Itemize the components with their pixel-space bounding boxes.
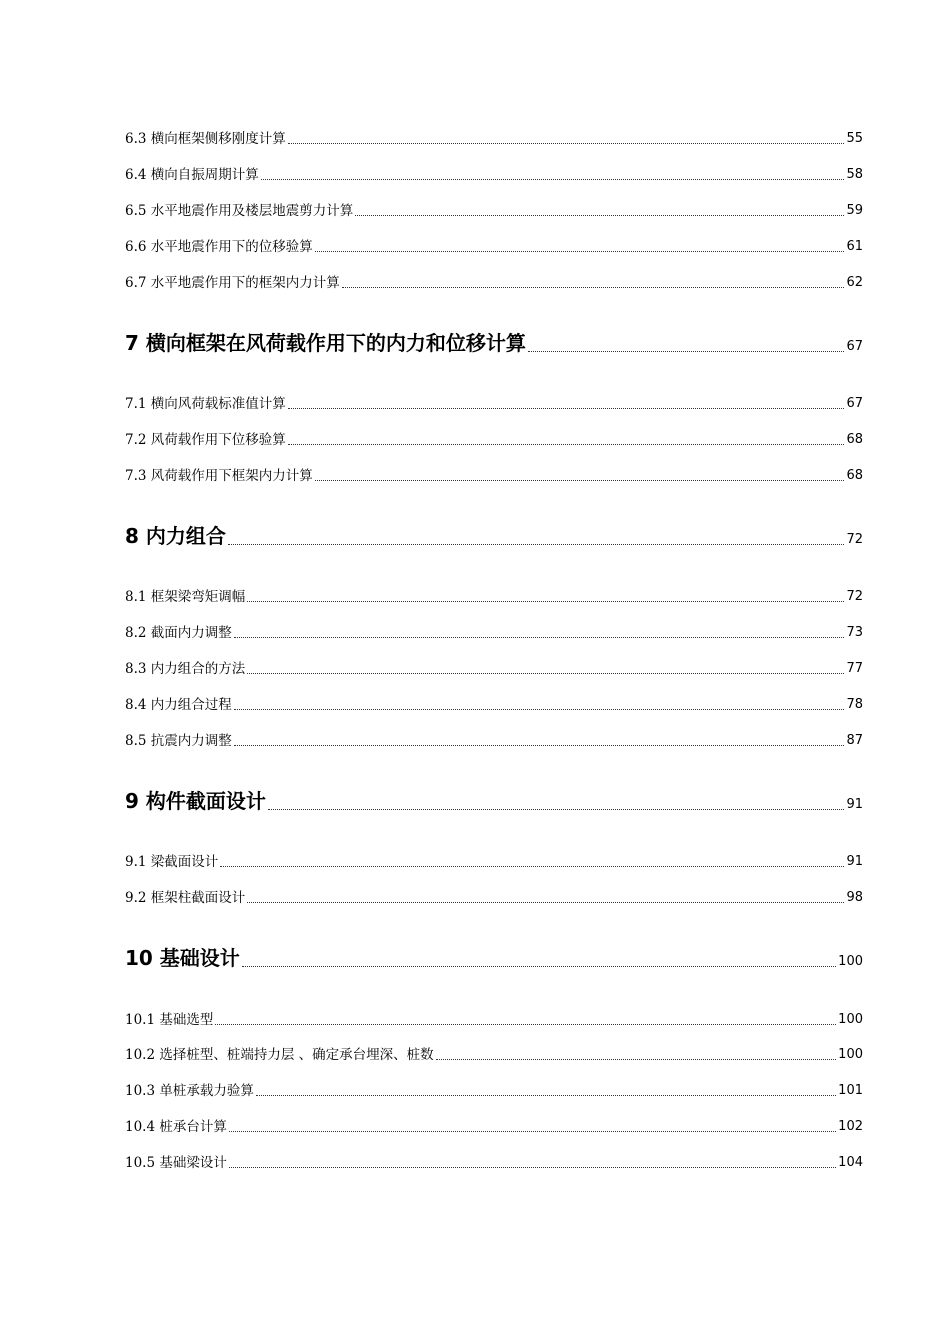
dot-leader [242, 966, 836, 967]
toc-entry-title: 6.7 水平地震作用下的框架内力计算 [125, 275, 340, 291]
dot-leader [215, 1024, 836, 1025]
toc-entry-title: 9.1 梁截面设计 [125, 854, 219, 870]
toc-entry-8-4[interactable] [125, 696, 863, 714]
dot-leader [256, 1095, 836, 1096]
dot-leader [247, 902, 844, 903]
toc-chapter-7[interactable] [125, 330, 863, 356]
toc-entry-6-7[interactable] [125, 274, 863, 292]
toc-entry-6-5[interactable] [125, 202, 863, 220]
dot-leader [229, 1131, 836, 1132]
toc-entry-8-2[interactable] [125, 624, 863, 642]
toc-entry-title: 8.4 内力组合过程 [125, 697, 232, 713]
toc-entry-page: 68 [846, 432, 863, 447]
toc-entry-title: 8.1 框架梁弯矩调幅 [125, 589, 246, 605]
toc-entry-10-1[interactable] [125, 1011, 863, 1029]
toc-entry-title: 8.3 内力组合的方法 [125, 661, 246, 677]
toc-entry-page: 100 [838, 1047, 863, 1062]
toc-entry-page: 59 [846, 203, 863, 218]
toc-entry-page: 91 [846, 854, 863, 869]
toc-entry-title: 10.5 基础梁设计 [125, 1155, 227, 1171]
dot-leader [342, 287, 845, 288]
toc-entry-title: 7.2 风荷载作用下位移验算 [125, 432, 286, 448]
toc-entry-page: 102 [838, 1119, 863, 1134]
toc-chapter-9[interactable] [125, 788, 863, 814]
toc-entry-6-4[interactable] [125, 166, 863, 184]
toc-entry-title: 10.4 桩承台计算 [125, 1119, 227, 1135]
dot-leader [220, 866, 844, 867]
toc-entry-9-1[interactable] [125, 853, 863, 871]
toc-chapter-title: 7 横向框架在风荷载作用下的内力和位移计算 [125, 331, 526, 355]
toc-entry-page: 98 [846, 890, 863, 905]
toc-entry-7-2[interactable] [125, 431, 863, 449]
toc-entry-8-5[interactable] [125, 732, 863, 750]
toc-entry-title: 7.1 横向风荷载标准值计算 [125, 396, 286, 412]
dot-leader [234, 745, 845, 746]
toc-chapter-8[interactable] [125, 523, 863, 549]
toc-entry-page: 100 [838, 1012, 863, 1027]
dot-leader [288, 444, 845, 445]
dot-leader [261, 179, 845, 180]
dot-leader [234, 637, 845, 638]
toc-entry-10-3[interactable] [125, 1082, 863, 1100]
toc-entry-9-2[interactable] [125, 889, 863, 907]
dot-leader [355, 215, 844, 216]
toc-entry-6-6[interactable] [125, 238, 863, 256]
toc-entry-8-3[interactable] [125, 660, 863, 678]
toc-chapter-page: 91 [846, 797, 863, 812]
toc-entry-title: 10.2 选择桩型、桩端持力层 、确定承台埋深、桩数 [125, 1047, 434, 1063]
toc-entry-page: 67 [846, 396, 863, 411]
toc-entry-page: 78 [846, 697, 863, 712]
dot-leader [436, 1059, 837, 1060]
toc-entry-page: 68 [846, 468, 863, 483]
toc-entry-title: 6.5 水平地震作用及楼层地震剪力计算 [125, 203, 354, 219]
toc-entry-title: 8.5 抗震内力调整 [125, 733, 232, 749]
toc-entry-page: 55 [846, 131, 863, 146]
toc-entry-10-2[interactable] [125, 1046, 863, 1064]
toc-entry-8-1[interactable] [125, 588, 863, 606]
dot-leader [288, 408, 845, 409]
toc-entry-10-4[interactable] [125, 1118, 863, 1136]
toc-entry-title: 10.3 单桩承载力验算 [125, 1083, 254, 1099]
toc-chapter-page: 100 [838, 954, 863, 969]
toc-chapter-title: 10 基础设计 [125, 946, 240, 970]
dot-leader [229, 1167, 836, 1168]
toc-chapter-10[interactable] [125, 945, 863, 971]
toc-entry-page: 72 [846, 589, 863, 604]
dot-leader [315, 251, 845, 252]
toc-entry-title: 6.3 横向框架侧移刚度计算 [125, 131, 286, 147]
toc-entry-page: 73 [846, 625, 863, 640]
toc-chapter-title: 8 内力组合 [125, 524, 226, 548]
dot-leader [228, 544, 845, 545]
toc-entry-page: 101 [838, 1083, 863, 1098]
toc-entry-7-3[interactable] [125, 467, 863, 485]
toc-entry-7-1[interactable] [125, 395, 863, 413]
toc-entry-page: 104 [838, 1155, 863, 1170]
toc-entry-title: 8.2 截面内力调整 [125, 625, 232, 641]
toc-entry-page: 87 [846, 733, 863, 748]
toc-entry-title: 6.4 横向自振周期计算 [125, 167, 259, 183]
toc-chapter-page: 72 [846, 532, 863, 547]
toc-chapter-page: 67 [846, 339, 863, 354]
dot-leader [247, 601, 844, 602]
toc-entry-title: 9.2 框架柱截面设计 [125, 890, 246, 906]
toc-entry-title: 6.6 水平地震作用下的位移验算 [125, 239, 313, 255]
dot-leader [288, 143, 845, 144]
toc-entry-page: 62 [846, 275, 863, 290]
dot-leader [247, 673, 844, 674]
toc-entry-page: 61 [846, 239, 863, 254]
toc-entry-10-5[interactable] [125, 1154, 863, 1172]
toc-entry-title: 10.1 基础选型 [125, 1012, 214, 1028]
toc-entry-title: 7.3 风荷载作用下框架内力计算 [125, 468, 313, 484]
toc-entry-6-3[interactable] [125, 130, 863, 148]
toc-chapter-title: 9 构件截面设计 [125, 789, 266, 813]
toc-entry-page: 58 [846, 167, 863, 182]
dot-leader [315, 480, 845, 481]
toc-entry-page: 77 [846, 661, 863, 676]
dot-leader [268, 809, 845, 810]
dot-leader [528, 351, 845, 352]
dot-leader [234, 709, 845, 710]
